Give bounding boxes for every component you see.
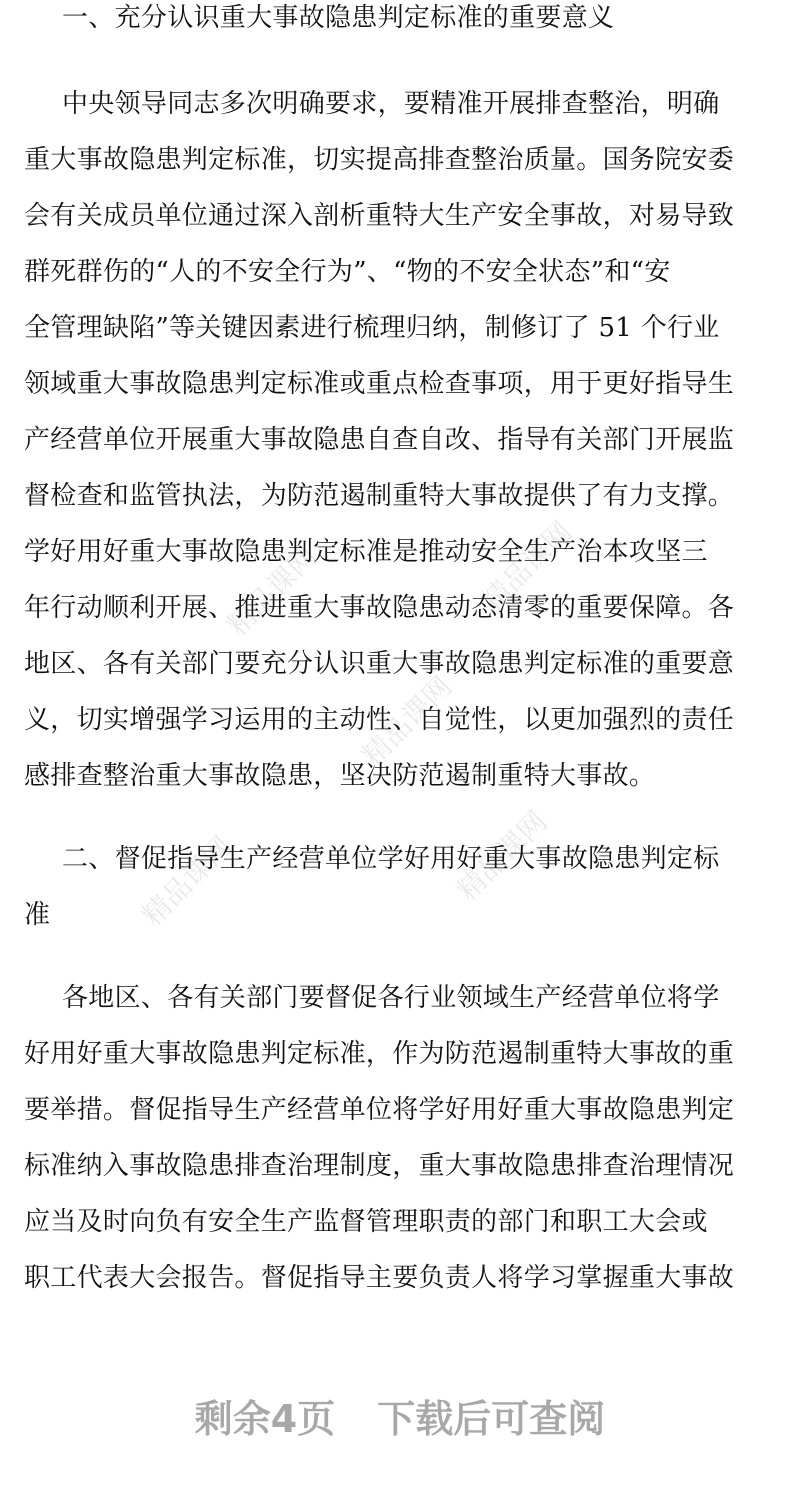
paragraph-line: 领域重大事故隐患判定标准或重点检查事项，用于更好指导生 — [24, 369, 735, 399]
paragraph-line: 督检查和监管执法，为防范遏制重特大事故提供了有力支撑。 — [24, 481, 735, 511]
paragraph-line: 应当及时向负有安全生产监督管理职责的部门和职工大会或 — [24, 1207, 708, 1237]
section-heading-2-continued: 准 — [24, 900, 51, 930]
download-banner[interactable] — [0, 1385, 800, 1445]
section-heading-1: 一、充分认识重大事故隐患判定标准的重要意义 — [62, 3, 615, 33]
paragraph-line: 标准纳入事故隐患排查治理制度，重大事故隐患排查治理情况 — [24, 1151, 735, 1181]
paragraph-line: 要举措。督促指导生产经营单位将学好用好重大事故隐患判定 — [24, 1095, 735, 1125]
paragraph-line: 中央领导同志多次明确要求，要精准开展排查整治，明确 — [62, 89, 720, 119]
paragraph-line: 产经营单位开展重大事故隐患自查自改、指导有关部门开展监 — [24, 425, 735, 455]
paragraph-line: 地区、各有关部门要充分认识重大事故隐患判定标准的重要意 — [24, 649, 735, 679]
section-heading-2: 二、督促指导生产经营单位学好用好重大事故隐患判定标 — [62, 844, 720, 874]
paragraph-line: 群死群伤的“人的不安全行为”、“物的不安全状态”和“安 — [24, 257, 671, 287]
paragraph-line: 年行动顺利开展、推进重大事故隐患动态清零的重要保障。各 — [24, 593, 735, 623]
paragraph-line: 会有关成员单位通过深入剖析重特大生产安全事故，对易导致 — [24, 201, 735, 231]
watermark: 精品课网 — [450, 804, 554, 908]
download-to-view-label[interactable]: 下载后可查阅 — [377, 1396, 606, 1441]
watermark: 精品课网 — [475, 514, 579, 618]
paragraph-line: 各地区、各有关部门要督促各行业领域生产经营单位将学 — [62, 983, 720, 1013]
paragraph-line: 全管理缺陷”等关键因素进行梳理归纳，制修订了 51 个行业 — [24, 313, 720, 343]
paragraph-line: 感排查整治重大事故隐患，坚决防范遏制重特大事故。 — [24, 761, 656, 791]
paragraph-line: 学好用好重大事故隐患判定标准是推动安全生产治本攻坚三 — [24, 537, 708, 567]
paragraph-line: 重大事故隐患判定标准，切实提高排查整治质量。国务院安委 — [24, 145, 735, 175]
paragraph-line: 职工代表大会报告。督促指导主要负责人将学习掌握重大事故 — [24, 1263, 735, 1293]
paragraph-line: 好用好重大事故隐患判定标准，作为防范遏制重特大事故的重 — [24, 1039, 735, 1069]
watermark: 精品课网 — [135, 829, 239, 933]
watermark: 精品课网 — [355, 669, 459, 773]
paragraph-line: 义，切实增强学习运用的主动性、自觉性，以更加强烈的责任 — [24, 705, 735, 735]
remaining-pages-label: 剩余4页 — [194, 1396, 336, 1441]
watermark: 精品课网 — [220, 539, 324, 643]
